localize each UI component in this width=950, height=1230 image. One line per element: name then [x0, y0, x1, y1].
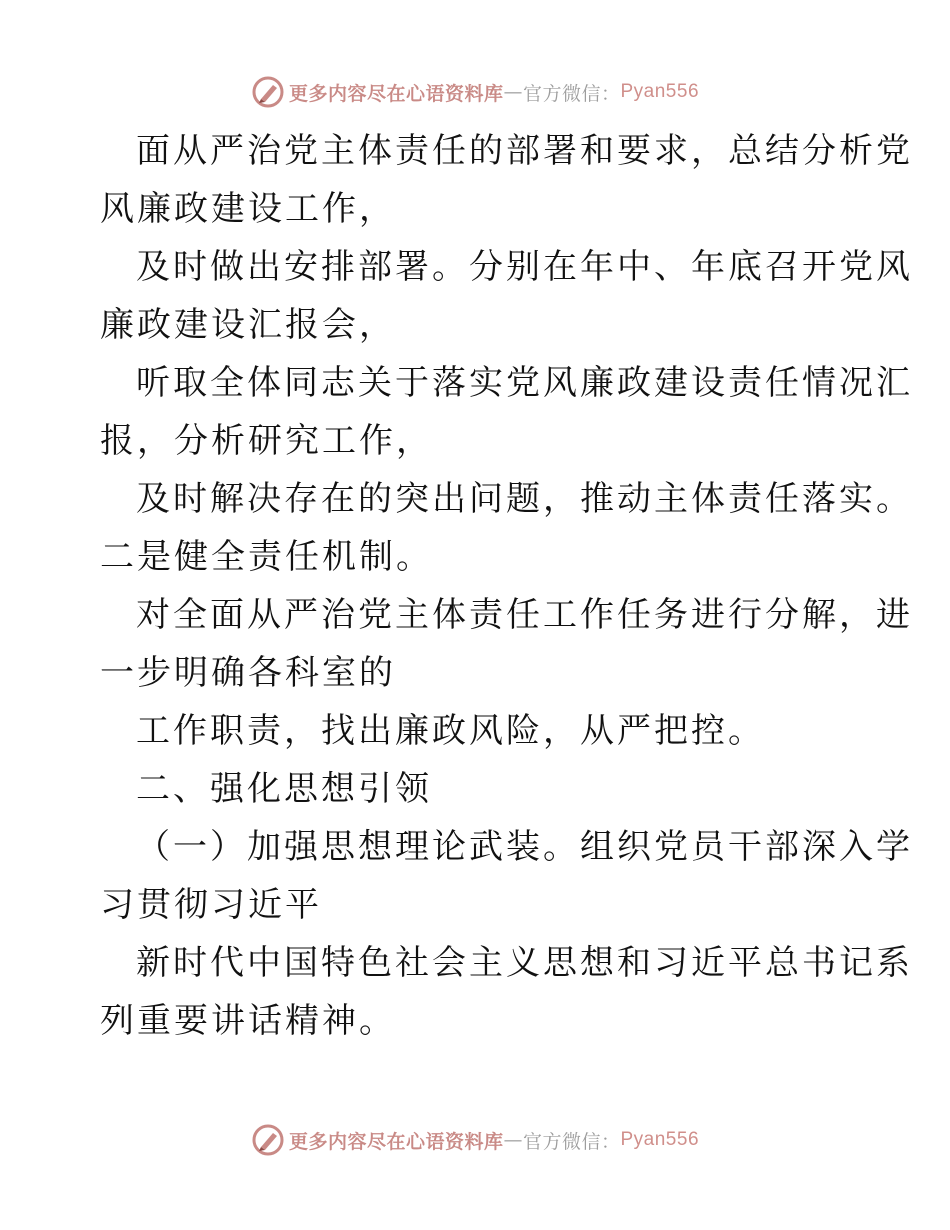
paragraph-line: 风廉政建设工作， — [100, 189, 396, 229]
paragraph-line: 工作职责，找出廉政风险，从严把控。 — [136, 711, 765, 751]
paragraph-line: 对全面从严治党主体责任工作任务进行分解，进 — [136, 595, 913, 635]
watermark-main-text: 更多内容尽在心语资料库 — [288, 1130, 504, 1153]
watermark-separator: — — [503, 1129, 523, 1151]
paragraph-line: 廉政建设汇报会， — [100, 305, 396, 345]
watermark-wechat-label: 官方微信： — [522, 82, 621, 105]
paragraph-line: 听取全体同志关于落实党风廉政建设责任情况汇 — [136, 363, 913, 403]
paragraph-line: （一）加强思想理论武装。组织党员干部深入学 — [136, 827, 913, 867]
header-watermark — [0, 72, 950, 112]
paragraph-line: 面从严治党主体责任的部署和要求，总结分析党 — [136, 131, 913, 171]
paragraph-line: 习贯彻习近平 — [100, 885, 322, 925]
paragraph-line: 列重要讲话精神。 — [100, 1001, 396, 1041]
watermark-wechat-id: Pyan556 — [620, 1129, 700, 1150]
document-body — [100, 122, 913, 1050]
watermark-wechat-id: Pyan556 — [620, 81, 700, 102]
watermark-wechat-label: 官方微信： — [522, 1130, 621, 1153]
paragraph-line: 及时做出安排部署。分别在年中、年底召开党风 — [136, 247, 913, 287]
paragraph-line: 及时解决存在的突出问题，推动主体责任落实。 — [136, 479, 913, 519]
paragraph-line: 报，分析研究工作， — [100, 421, 433, 461]
footer-watermark — [0, 1120, 950, 1160]
section-heading: 二、强化思想引领 — [136, 769, 432, 809]
pen-logo-icon — [251, 75, 285, 109]
pen-logo-icon — [251, 1123, 285, 1157]
paragraph-line: 一步明确各科室的 — [100, 653, 396, 693]
watermark-separator: — — [503, 81, 523, 103]
paragraph-line: 二是健全责任机制。 — [100, 537, 433, 577]
watermark-main-text: 更多内容尽在心语资料库 — [288, 82, 504, 105]
paragraph-line: 新时代中国特色社会主义思想和习近平总书记系 — [136, 943, 913, 983]
